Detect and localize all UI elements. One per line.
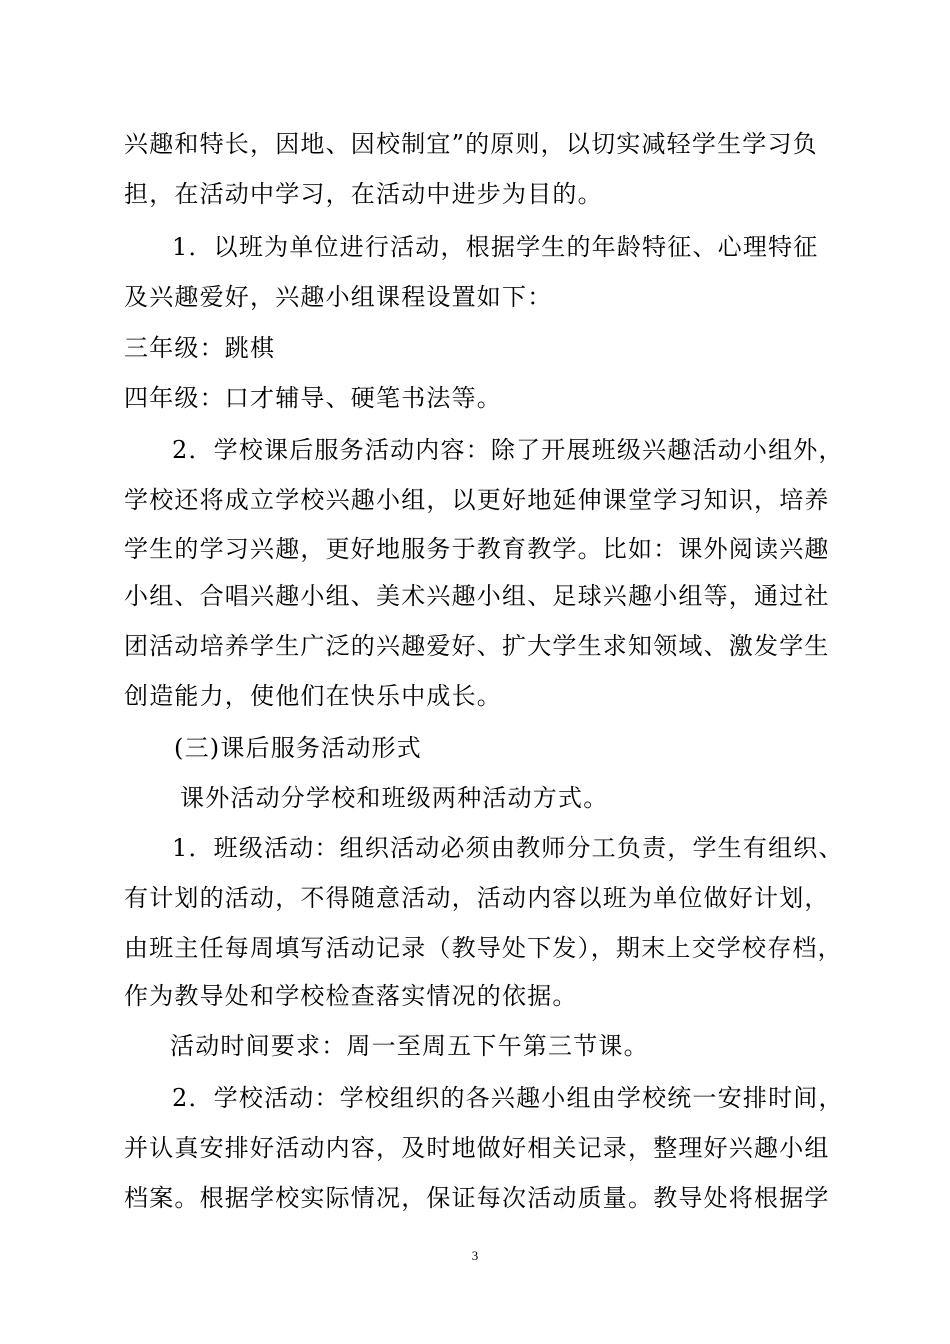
text-line-2: 担，在活动中学习，在活动中进步为目的。 — [124, 180, 603, 208]
text-line-10: 小组、合唱兴趣小组、美术兴趣小组、足球兴趣小组等，通过社 — [124, 582, 830, 610]
text-line-21: 并认真安排好活动内容，及时地做好相关记录，整理好兴趣小组 — [124, 1134, 830, 1162]
page-number: 3 — [471, 1248, 479, 1263]
text-line-18: 作为教导处和学校检查落实情况的依据。 — [124, 982, 578, 1010]
text-line-8: 学校还将成立学校兴趣小组，以更好地延伸课堂学习知识，培养 — [124, 486, 830, 514]
text-line-7: 2．学校课后服务活动内容：除了开展班级兴趣活动小组外， — [172, 436, 844, 464]
text-line-4: 及兴趣爱好，兴趣小组课程设置如下： — [124, 283, 553, 311]
text-line-15: 1．班级活动：组织活动必须由教师分工负责，学生有组织、 — [172, 834, 844, 862]
section-heading: (三)课后服务活动形式 — [174, 734, 422, 762]
text-line-20: 2．学校活动：学校组织的各兴趣小组由学校统一安排时间， — [172, 1084, 844, 1112]
text-line-12: 创造能力，使他们在快乐中成长。 — [124, 682, 502, 710]
text-line-5: 三年级：跳棋 — [124, 334, 276, 362]
text-line-17: 由班主任每周填写活动记录（教导处下发），期末上交学校存档， — [124, 934, 843, 962]
text-line-9: 学生的学习兴趣，更好地服务于教育教学。比如：课外阅读兴趣 — [124, 535, 830, 563]
text-line-14: 课外活动分学校和班级两种活动方式。 — [180, 784, 609, 812]
text-line-11: 团活动培养学生广泛的兴趣爱好、扩大学生求知领域、激发学生 — [124, 632, 830, 660]
text-line-1: 兴趣和特长，因地、因校制宜”的原则，以切实减轻学生学习负 — [124, 130, 818, 158]
text-line-19: 活动时间要求：周一至周五下午第三节课。 — [170, 1032, 649, 1060]
text-line-3: 1．以班为单位进行活动，根据学生的年龄特征、心理特征 — [172, 233, 819, 261]
text-line-16: 有计划的活动，不得随意活动，活动内容以班为单位做好计划， — [124, 884, 830, 912]
text-line-22: 档案。根据学校实际情况，保证每次活动质量。教导处将根据学 — [124, 1184, 830, 1212]
text-line-6: 四年级：口才辅导、硬笔书法等。 — [124, 384, 502, 412]
